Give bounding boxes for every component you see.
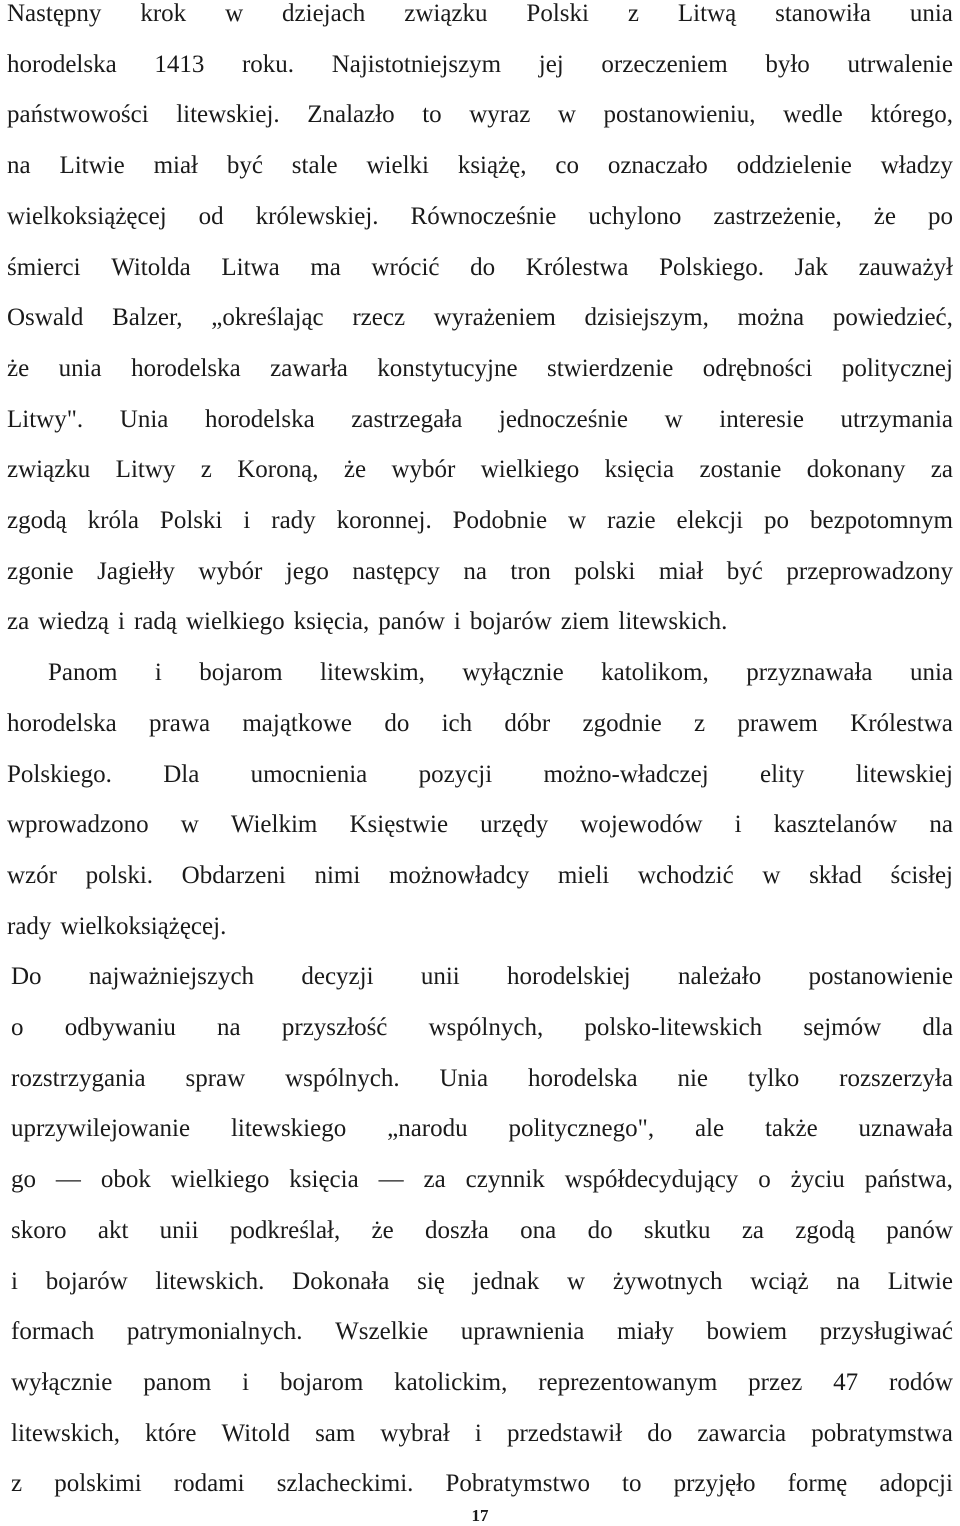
text-line: rozstrzygania spraw wspólnych. Unia horodelska nie tylko rozszerzyła bbox=[11, 1064, 953, 1092]
page-number: 17 bbox=[471, 1506, 489, 1525]
text-line: horodelska 1413 roku. Najistotniejszym jej orzeczeniem było utrwalenie bbox=[7, 50, 953, 78]
text-line: Panom i bojarom litewskim, wyłącznie katolikom, przyznawała unia bbox=[48, 659, 953, 687]
text-line: za wiedzą i radą wielkiego księcia, panów i bojarów ziem litewskich. bbox=[7, 608, 728, 636]
text-line: Następny krok w dziejach związku Polski z Litwą stanowiła unia bbox=[7, 0, 953, 27]
text-line: wyłącznie panom i bojarom katolickim, reprezentowanym przez 47 rodów bbox=[11, 1368, 953, 1396]
text-line: na Litwie miał być stale wielki książę, co oznaczało oddzielenie władzy bbox=[7, 152, 953, 180]
text-line: go — obok wielkiego księcia — za czynnik współdecydujący o życiu państwa, bbox=[11, 1166, 953, 1194]
text-line: litewskich, które Witold sam wybrał i przedstawił do zawarcia pobratymstwa bbox=[11, 1419, 953, 1447]
text-line: wzór polski. Obdarzeni nimi możnowładcy mieli wchodzić w skład ścisłej bbox=[7, 861, 953, 889]
text-line: śmierci Witolda Litwa ma wrócić do Królestwa Polskiego. Jak zauważył bbox=[7, 253, 953, 281]
text-line: Oswald Balzer, „określając rzecz wyrażeniem dzisiejszym, można powiedzieć, bbox=[7, 304, 953, 332]
text-line: wprowadzono w Wielkim Księstwie urzędy wojewodów i kasztelanów na bbox=[7, 811, 953, 839]
text-line: Litwy". Unia horodelska zastrzegała jednocześnie w interesie utrzymania bbox=[7, 405, 953, 433]
text-line: zgonie Jagiełły wybór jego następcy na tron polski miał być przeprowadzony bbox=[7, 557, 953, 585]
text-line: horodelska prawa majątkowe do ich dóbr zgodnie z prawem Królestwa bbox=[7, 709, 953, 737]
text-line: z polskimi rodami szlacheckimi. Pobratymstwo to przyjęło formę adopcji bbox=[11, 1470, 953, 1498]
text-line: państwowości litewskiej. Znalazło to wyraz w postanowieniu, wedle którego, bbox=[7, 101, 953, 129]
text-line: zgodą króla Polski i rady koronnej. Podobnie w razie elekcji po bezpotomnym bbox=[7, 507, 953, 534]
text-line: związku Litwy z Koroną, że wybór wielkiego księcia zostanie dokonany za bbox=[7, 456, 953, 484]
text-line: formach patrymonialnych. Wszelkie uprawnienia miały bowiem przysługiwać bbox=[11, 1318, 953, 1346]
text-line: że unia horodelska zawarła konstytucyjne stwierdzenie odrębności politycznej bbox=[7, 354, 953, 382]
text-line: Do najważniejszych decyzji unii horodelskiej należało postanowienie bbox=[11, 963, 953, 991]
text-line: uprzywilejowanie litewskiego „narodu politycznego", ale także uznawała bbox=[11, 1115, 953, 1143]
text-line: wielkoksiążęcej od królewskiej. Równocześnie uchylono zastrzeżenie, że po bbox=[7, 202, 953, 230]
text-line: Polskiego. Dla umocnienia pozycji możno-władczej elity litewskiej bbox=[7, 760, 953, 788]
text-line: i bojarów litewskich. Dokonała się jednak w żywotnych wciąż na Litwie bbox=[11, 1267, 953, 1295]
text-line: o odbywaniu na przyszłość wspólnych, polsko-litewskich sejmów dla bbox=[11, 1014, 953, 1041]
text-line: rady wielkoksiążęcej. bbox=[7, 912, 227, 940]
text-line: skoro akt unii podkreślał, że doszła ona do skutku za zgodą panów bbox=[11, 1216, 953, 1244]
